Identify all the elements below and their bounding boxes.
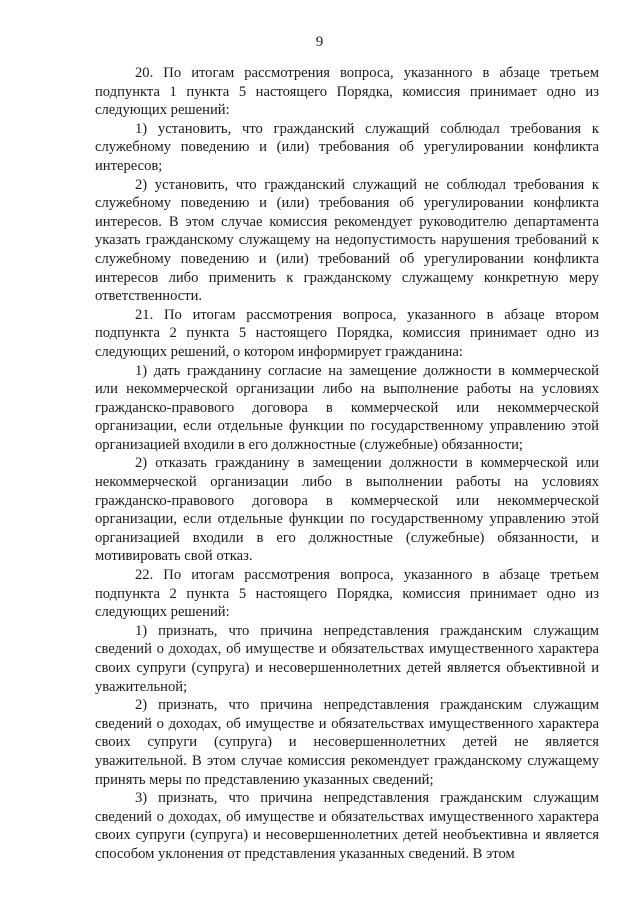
paragraph-21-item-1: 1) дать гражданину согласие на замещение должности в коммерческой или некоммерческой организации либо на выполнение работы на условиях гражданско-правового договора в коммерческой или некоммерческой организации, если отдельные функции по государственному управлению этой организацией входили в его должностные (служебные) обязанности; (95, 362, 599, 453)
paragraph-21: 21. По итогам рассмотрения вопроса, указанного в абзаце втором подпункта 2 пункта 5 настоящего Порядка, комиссия принимает одно из следующих решений, о котором информирует гражданина: (95, 306, 599, 360)
paragraph-22-item-2: 2) признать, что причина непредставления гражданским служащим сведений о доходах, об имуществе и обязательствах имущественного характера своих супруги (супруга) и несовершеннолетних детей не является уважительной. В этом случае комиссия рекомендует гражданскому служащему принять меры по представлению указанных сведений; (95, 697, 599, 788)
paragraph-22: 22. По итогам рассмотрения вопроса, указанного в абзаце третьем подпункта 2 пункта 5 настоящего Порядка, комиссия принимает одно из следующих решений: (95, 567, 599, 621)
paragraph-22-item-3: 3) признать, что причина непредставления гражданским служащим сведений о доходах, об имуществе и обязательствах имущественного характера своих супруги (супруга) и несовершеннолетних детей необъективна и является способом уклонения от представления указанных сведений. В этом (95, 790, 599, 862)
paragraph-21-item-2: 2) отказать гражданину в замещении должности в коммерческой или некоммерческой организации либо в выполнении работы на условиях гражданско-правового договора в коммерческой или некоммерческой организации, если отдельные функции по государственному управлению этой организацией входили в его должностные (служебные) обязанности, и мотивировать свой отказ. (95, 455, 599, 565)
paragraph-20: 20. По итогам рассмотрения вопроса, указанного в абзаце третьем подпункта 1 пункта 5 настоящего Порядка, комиссия принимает одно из следующих решений: (95, 65, 599, 119)
paragraph-22-item-1: 1) признать, что причина непредставления гражданским служащим сведений о доходах, об имуществе и обязательствах имущественного характера своих супруги (супруга) и несовершеннолетних детей является объективной и уважительной; (95, 622, 599, 695)
document-body (95, 64, 599, 864)
paragraph-20-item-1: 1) установить, что гражданский служащий соблюдал требования к служебному поведению и (или) требования об урегулировании конфликта интересов; (95, 120, 599, 174)
paragraph-20-item-2: 2) установить, что гражданский служащий не соблюдал требования к служебному поведению и (или) требования об урегулировании конфликта интересов. В этом случае комиссия рекомендует руководителю департамента указать гражданскому служащему на недопустимость нарушения требований к служебному поведению и (или) требований об урегулировании конфликта интересов либо применить к гражданскому служащему конкретную меру ответственности. (95, 176, 599, 305)
page-number: 9 (315, 34, 324, 50)
